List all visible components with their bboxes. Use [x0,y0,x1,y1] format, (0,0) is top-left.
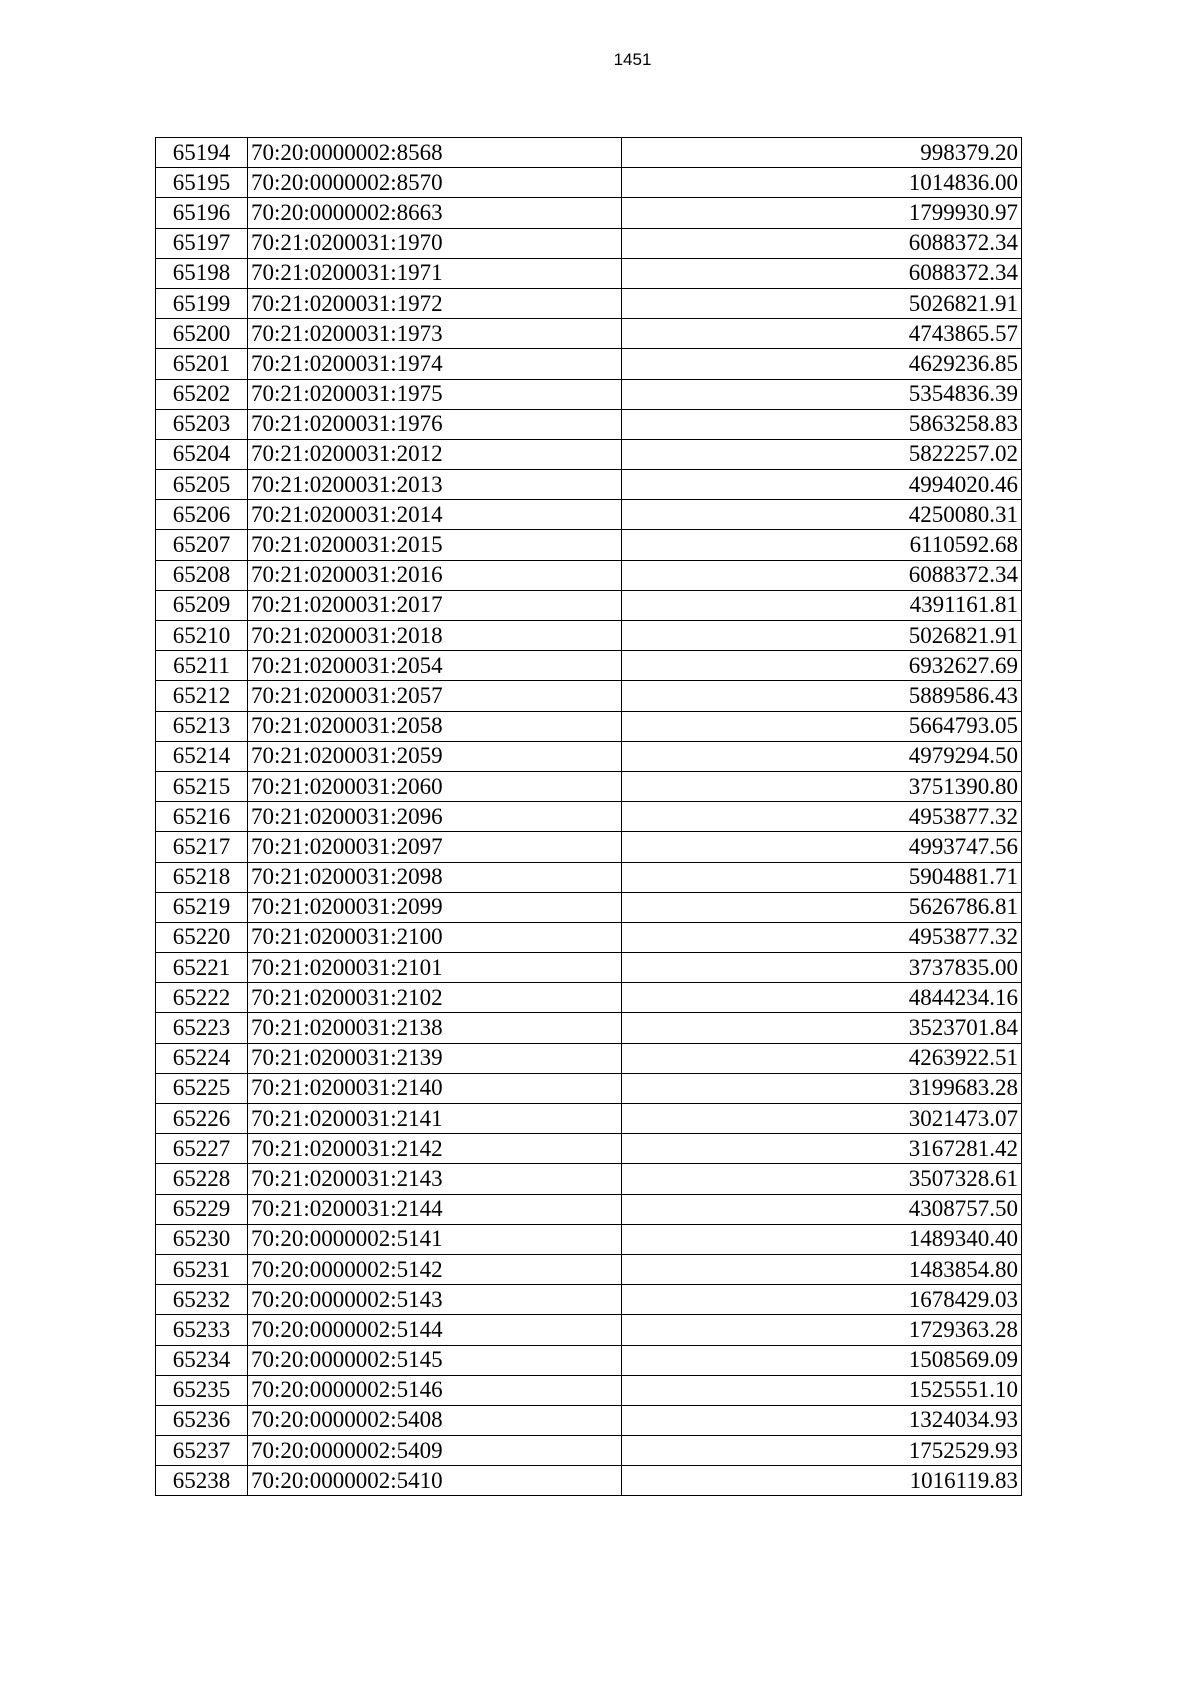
row-number-cell: 65207 [156,530,248,560]
cadastral-value-cell: 1324034.93 [622,1405,1022,1435]
cadastral-number-cell: 70:21:0200031:2098 [248,862,622,892]
row-number-cell: 65236 [156,1405,248,1435]
cadastral-number-cell: 70:21:0200031:2057 [248,681,622,711]
table-row [156,138,1022,168]
cadastral-value-cell: 6110592.68 [622,530,1022,560]
cadastral-value-cell: 6088372.34 [622,560,1022,590]
row-number-cell: 65199 [156,288,248,318]
row-number-cell: 65202 [156,379,248,409]
cadastral-number-cell: 70:21:0200031:2139 [248,1043,622,1073]
cadastral-number-cell: 70:21:0200031:1970 [248,228,622,258]
cadastral-value-cell: 1752529.93 [622,1436,1022,1466]
table-row [156,922,1022,952]
cadastral-value-cell: 1525551.10 [622,1375,1022,1405]
cadastral-value-cell: 4994020.46 [622,470,1022,500]
row-number-cell: 65205 [156,470,248,500]
cadastral-number-cell: 70:20:0000002:5143 [248,1285,622,1315]
cadastral-value-cell: 1016119.83 [622,1466,1022,1496]
cadastral-value-cell: 4993747.56 [622,832,1022,862]
cadastral-value-cell: 1489340.40 [622,1224,1022,1254]
table-row [156,1134,1022,1164]
table-row [156,379,1022,409]
cadastral-value-cell: 1678429.03 [622,1285,1022,1315]
cadastral-number-cell: 70:20:0000002:5145 [248,1345,622,1375]
cadastral-value-cell: 5863258.83 [622,409,1022,439]
table-row [156,1164,1022,1194]
table-row [156,530,1022,560]
cadastral-number-cell: 70:21:0200031:2138 [248,1013,622,1043]
cadastral-value-cell: 4953877.32 [622,922,1022,952]
cadastral-number-cell: 70:21:0200031:2142 [248,1134,622,1164]
table-row [156,1073,1022,1103]
table-row [156,802,1022,832]
table-row [156,771,1022,801]
cadastral-number-cell: 70:20:0000002:8663 [248,198,622,228]
cadastral-number-cell: 70:21:0200031:2100 [248,922,622,952]
cadastral-number-cell: 70:21:0200031:2012 [248,439,622,469]
cadastral-value-cell: 998379.20 [622,138,1022,168]
table-row [156,1013,1022,1043]
table-row [156,409,1022,439]
cadastral-number-cell: 70:21:0200031:2059 [248,741,622,771]
row-number-cell: 65222 [156,983,248,1013]
cadastral-value-cell: 4743865.57 [622,319,1022,349]
cadastral-number-cell: 70:20:0000002:8568 [248,138,622,168]
cadastral-value-cell: 5026821.91 [622,621,1022,651]
table-row [156,621,1022,651]
cadastral-number-cell: 70:21:0200031:1976 [248,409,622,439]
cadastral-value-cell: 4263922.51 [622,1043,1022,1073]
table-row [156,1405,1022,1435]
cadastral-value-cell: 3167281.42 [622,1134,1022,1164]
row-number-cell: 65217 [156,832,248,862]
cadastral-value-cell: 5822257.02 [622,439,1022,469]
cadastral-value-cell: 3507328.61 [622,1164,1022,1194]
cadastral-number-cell: 70:21:0200031:2140 [248,1073,622,1103]
cadastral-number-cell: 70:21:0200031:2016 [248,560,622,590]
row-number-cell: 65238 [156,1466,248,1496]
row-number-cell: 65218 [156,862,248,892]
cadastral-number-cell: 70:21:0200031:1974 [248,349,622,379]
table-row [156,1315,1022,1345]
table-body [156,138,1022,1496]
cadastral-value-cell: 5026821.91 [622,288,1022,318]
cadastral-value-cell: 5664793.05 [622,711,1022,741]
table-row [156,439,1022,469]
cadastral-number-cell: 70:21:0200031:2018 [248,621,622,651]
table-row [156,228,1022,258]
cadastral-value-cell: 1799930.97 [622,198,1022,228]
cadastral-value-cell: 3021473.07 [622,1104,1022,1134]
cadastral-number-cell: 70:21:0200031:1972 [248,288,622,318]
cadastral-value-cell: 4250080.31 [622,500,1022,530]
cadastral-value-cell: 4979294.50 [622,741,1022,771]
row-number-cell: 65233 [156,1315,248,1345]
table-row [156,1224,1022,1254]
cadastral-number-cell: 70:21:0200031:2060 [248,771,622,801]
table-row [156,288,1022,318]
cadastral-value-cell: 1729363.28 [622,1315,1022,1345]
table-row [156,1043,1022,1073]
cadastral-number-cell: 70:20:0000002:5142 [248,1254,622,1284]
table-row [156,1285,1022,1315]
cadastral-number-cell: 70:21:0200031:2014 [248,500,622,530]
row-number-cell: 65214 [156,741,248,771]
row-number-cell: 65198 [156,258,248,288]
page-number: 1451 [613,50,652,69]
row-number-cell: 65196 [156,198,248,228]
cadastral-number-cell: 70:20:0000002:5141 [248,1224,622,1254]
cadastral-number-cell: 70:20:0000002:5409 [248,1436,622,1466]
cadastral-number-cell: 70:21:0200031:2096 [248,802,622,832]
cadastral-number-cell: 70:20:0000002:5146 [248,1375,622,1405]
row-number-cell: 65208 [156,560,248,590]
table-row [156,832,1022,862]
table-row [156,349,1022,379]
table-row [156,862,1022,892]
cadastral-value-cell: 5904881.71 [622,862,1022,892]
row-number-cell: 65197 [156,228,248,258]
table-row [156,258,1022,288]
row-number-cell: 65204 [156,439,248,469]
cadastral-number-cell: 70:20:0000002:5144 [248,1315,622,1345]
cadastral-value-cell: 3737835.00 [622,953,1022,983]
row-number-cell: 65221 [156,953,248,983]
cadastral-number-cell: 70:21:0200031:2015 [248,530,622,560]
table-row [156,168,1022,198]
cadastral-number-cell: 70:20:0000002:8570 [248,168,622,198]
cadastral-value-cell: 4308757.50 [622,1194,1022,1224]
row-number-cell: 65226 [156,1104,248,1134]
cadastral-value-cell: 5889586.43 [622,681,1022,711]
cadastral-value-cell: 4391161.81 [622,590,1022,620]
row-number-cell: 65212 [156,681,248,711]
cadastral-number-cell: 70:21:0200031:2144 [248,1194,622,1224]
cadastral-value-cell: 5354836.39 [622,379,1022,409]
row-number-cell: 65228 [156,1164,248,1194]
row-number-cell: 65235 [156,1375,248,1405]
table-row [156,1345,1022,1375]
table-row [156,1466,1022,1496]
row-number-cell: 65206 [156,500,248,530]
table-row [156,319,1022,349]
table-row [156,1375,1022,1405]
row-number-cell: 65224 [156,1043,248,1073]
cadastral-value-cell: 1508569.09 [622,1345,1022,1375]
table-row [156,1254,1022,1284]
table-row [156,983,1022,1013]
table-row [156,470,1022,500]
table-row [156,500,1022,530]
table-row [156,651,1022,681]
cadastral-value-cell: 4953877.32 [622,802,1022,832]
cadastral-value-cell: 4844234.16 [622,983,1022,1013]
cadastral-number-cell: 70:21:0200031:2099 [248,892,622,922]
cadastral-value-table [155,137,1022,1496]
row-number-cell: 65215 [156,771,248,801]
table-row [156,892,1022,922]
row-number-cell: 65213 [156,711,248,741]
row-number-cell: 65195 [156,168,248,198]
table-row [156,953,1022,983]
cadastral-number-cell: 70:21:0200031:1975 [248,379,622,409]
table-row [156,1436,1022,1466]
row-number-cell: 65223 [156,1013,248,1043]
row-number-cell: 65211 [156,651,248,681]
cadastral-number-cell: 70:20:0000002:5408 [248,1405,622,1435]
row-number-cell: 65203 [156,409,248,439]
cadastral-value-cell: 1014836.00 [622,168,1022,198]
cadastral-value-cell: 1483854.80 [622,1254,1022,1284]
cadastral-number-cell: 70:21:0200031:2054 [248,651,622,681]
row-number-cell: 65220 [156,922,248,952]
cadastral-number-cell: 70:21:0200031:2058 [248,711,622,741]
row-number-cell: 65232 [156,1285,248,1315]
row-number-cell: 65237 [156,1436,248,1466]
table-row [156,711,1022,741]
cadastral-value-cell: 5626786.81 [622,892,1022,922]
cadastral-value-cell: 6932627.69 [622,651,1022,681]
cadastral-number-cell: 70:21:0200031:1973 [248,319,622,349]
row-number-cell: 65234 [156,1345,248,1375]
table-row [156,1194,1022,1224]
cadastral-number-cell: 70:21:0200031:1971 [248,258,622,288]
cadastral-value-cell: 6088372.34 [622,258,1022,288]
row-number-cell: 65227 [156,1134,248,1164]
row-number-cell: 65225 [156,1073,248,1103]
cadastral-value-cell: 6088372.34 [622,228,1022,258]
row-number-cell: 65230 [156,1224,248,1254]
row-number-cell: 65200 [156,319,248,349]
cadastral-number-cell: 70:21:0200031:2143 [248,1164,622,1194]
row-number-cell: 65209 [156,590,248,620]
cadastral-number-cell: 70:20:0000002:5410 [248,1466,622,1496]
table-row [156,590,1022,620]
row-number-cell: 65231 [156,1254,248,1284]
row-number-cell: 65210 [156,621,248,651]
row-number-cell: 65229 [156,1194,248,1224]
cadastral-value-cell: 3199683.28 [622,1073,1022,1103]
table-row [156,560,1022,590]
cadastral-number-cell: 70:21:0200031:2102 [248,983,622,1013]
table-row [156,741,1022,771]
row-number-cell: 65219 [156,892,248,922]
table-row [156,1104,1022,1134]
table-row [156,681,1022,711]
cadastral-number-cell: 70:21:0200031:2141 [248,1104,622,1134]
table-row [156,198,1022,228]
cadastral-number-cell: 70:21:0200031:2017 [248,590,622,620]
cadastral-number-cell: 70:21:0200031:2097 [248,832,622,862]
row-number-cell: 65216 [156,802,248,832]
row-number-cell: 65201 [156,349,248,379]
cadastral-number-cell: 70:21:0200031:2013 [248,470,622,500]
row-number-cell: 65194 [156,138,248,168]
cadastral-number-cell: 70:21:0200031:2101 [248,953,622,983]
cadastral-value-cell: 3523701.84 [622,1013,1022,1043]
cadastral-value-cell: 3751390.80 [622,771,1022,801]
cadastral-value-cell: 4629236.85 [622,349,1022,379]
